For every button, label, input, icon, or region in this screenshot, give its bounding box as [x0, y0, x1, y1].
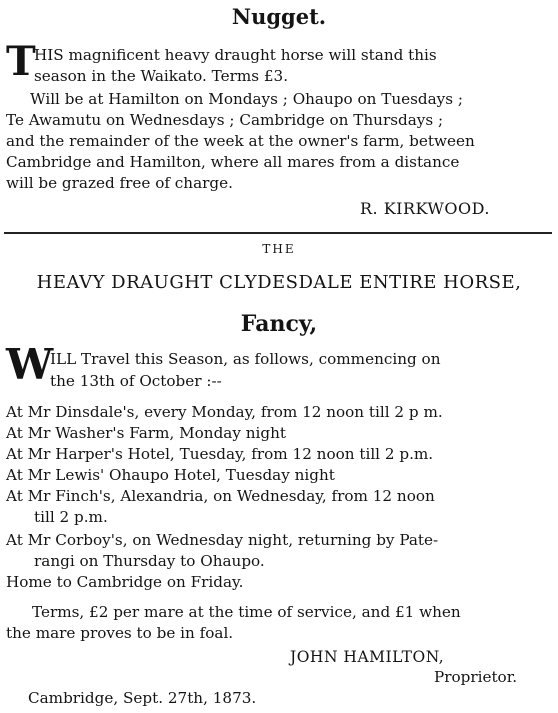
- ad-title-fancy: Fancy,: [240, 311, 318, 337]
- ad1-line-4: Te Awamutu on Wednesdays ; Cambridge on Thursdays ;: [6, 111, 444, 129]
- schedule-line: At Mr Corboy's, on Wednesday night, returning by Pate-: [6, 531, 439, 549]
- terms-line-1: Terms, £2 per mare at the time of service, and £1 when: [32, 603, 461, 621]
- schedule-line: At Mr Finch's, Alexandria, on Wednesday, from 12 noon: [6, 487, 435, 505]
- ad-title-nugget: Nugget.: [231, 4, 327, 29]
- ad1-line-6: Cambridge and Hamilton, where all mares from a distance: [6, 153, 460, 171]
- schedule-line: rangi on Thursday to Ohaupo.: [34, 552, 265, 570]
- drop-cap-w: W: [6, 340, 54, 389]
- ad2-the: THE: [262, 242, 296, 256]
- ad1-signature: R. KIRKWOOD.: [360, 199, 490, 218]
- ad2-intro-1: ILL Travel this Season, as follows, commencing on: [50, 350, 441, 368]
- drop-cap-t: T: [6, 38, 36, 85]
- terms-line-2: the mare proves to be in foal.: [6, 624, 234, 642]
- ad2-dateline: Cambridge, Sept. 27th, 1873.: [28, 689, 257, 707]
- divider-rule: [4, 232, 552, 234]
- schedule-line: Home to Cambridge on Friday.: [6, 573, 244, 591]
- schedule-line: At Mr Dinsdale's, every Monday, from 12 noon till 2 p m.: [6, 403, 443, 421]
- ad1-line-3: Will be at Hamilton on Mondays ; Ohaupo on Tuesdays ;: [30, 90, 463, 108]
- ad2-intro-2: the 13th of October :--: [50, 372, 222, 390]
- ad1-line-1: HIS magnificent heavy draught horse will stand this: [34, 46, 437, 64]
- schedule-line: At Mr Harper's Hotel, Tuesday, from 12 noon till 2 p.m.: [6, 445, 434, 463]
- ad2-role: Proprietor.: [434, 668, 518, 686]
- ad2-signature: JOHN HAMILTON,: [290, 648, 445, 666]
- ad1-line-7: will be grazed free of charge.: [6, 174, 233, 192]
- ad1-line-5: and the remainder of the week at the owner's farm, between: [6, 132, 475, 150]
- schedule-line: At Mr Washer's Farm, Monday night: [6, 424, 287, 442]
- schedule-line: At Mr Lewis' Ohaupo Hotel, Tuesday night: [6, 466, 335, 484]
- ad2-heading: HEAVY DRAUGHT CLYDESDALE ENTIRE HORSE,: [36, 272, 522, 293]
- schedule-line: till 2 p.m.: [34, 508, 108, 526]
- ad1-line-2: season in the Waikato. Terms £3.: [34, 67, 289, 85]
